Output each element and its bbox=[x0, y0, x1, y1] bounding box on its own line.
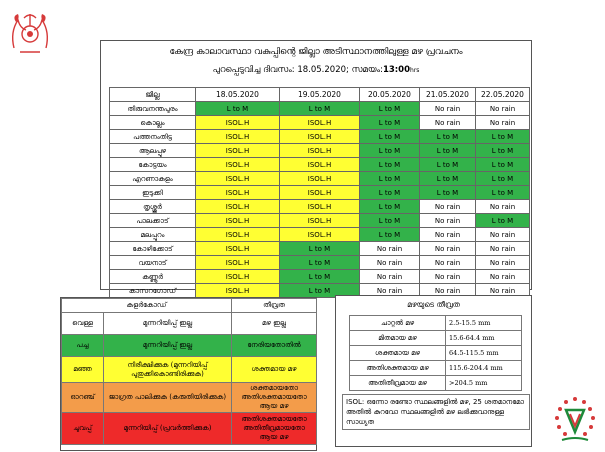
forecast-cell: ISOL.H bbox=[280, 172, 360, 186]
forecast-cell: L to M bbox=[476, 144, 530, 158]
intensity-label: ശക്തമായ മഴ bbox=[350, 346, 446, 361]
forecast-cell: L to M bbox=[196, 102, 280, 116]
forecast-cell: L to M bbox=[476, 130, 530, 144]
forecast-cell: ISOL.H bbox=[196, 256, 280, 270]
legend-color-name: ഓറഞ്ച് bbox=[62, 383, 104, 413]
district-name: പത്തനംതിട്ട bbox=[110, 130, 196, 144]
forecast-cell: ISOL.H bbox=[196, 186, 280, 200]
forecast-cell: No rain bbox=[360, 256, 420, 270]
legend-row bbox=[62, 383, 317, 413]
forecast-cell: No rain bbox=[360, 242, 420, 256]
forecast-cell: L to M bbox=[476, 214, 530, 228]
forecast-header-row bbox=[110, 88, 530, 102]
issue-date-label: പുറപ്പെടുവിച്ച ദിവസം: bbox=[212, 65, 295, 75]
forecast-cell: ISOL.H bbox=[196, 130, 280, 144]
district-name: കണ്ണൂർ bbox=[110, 270, 196, 284]
forecast-cell: No rain bbox=[420, 242, 476, 256]
forecast-cell: L to M bbox=[280, 242, 360, 256]
intensity-label: മിതമായ മഴ bbox=[350, 331, 446, 346]
legend-meaning: നിരീക്ഷിക്കുക (മുന്നറിയിപ്പ് പുതുക്കികൊണ്ടിരിക്കുക) bbox=[104, 357, 232, 383]
legend-color-name: മഞ്ഞ bbox=[62, 357, 104, 383]
kerala-state-emblem-icon bbox=[6, 8, 54, 56]
forecast-cell: L to M bbox=[476, 186, 530, 200]
forecast-row bbox=[110, 102, 530, 116]
district-name: ഇടുക്കി bbox=[110, 186, 196, 200]
forecast-cell: ISOL.H bbox=[196, 284, 280, 298]
forecast-cell: ISOL.H bbox=[280, 200, 360, 214]
forecast-row bbox=[110, 242, 530, 256]
forecast-table bbox=[109, 87, 530, 298]
district-name: കൊല്ലം bbox=[110, 116, 196, 130]
forecast-row bbox=[110, 270, 530, 284]
forecast-cell: No rain bbox=[420, 102, 476, 116]
isol-note: ISOL: ഒന്നോ രണ്ടോ സ്ഥലങ്ങളിൽ മഴ, 25 ശതമാനമോ അതിൽ കുറവോ സ്ഥലങ്ങളിൽ മഴ ലഭിക്കുവാനുള്ള സാധ്യത bbox=[342, 394, 530, 430]
legend-intensity: ശക്തമായ മഴ bbox=[232, 357, 317, 383]
forecast-cell: L to M bbox=[360, 130, 420, 144]
forecast-cell: L to M bbox=[420, 130, 476, 144]
forecast-row bbox=[110, 172, 530, 186]
forecast-cell: No rain bbox=[420, 256, 476, 270]
forecast-cell: L to M bbox=[360, 200, 420, 214]
district-name: കാസറഗോഡ് bbox=[110, 284, 196, 298]
legend-color-name: ചുവപ്പ് bbox=[62, 413, 104, 445]
intensity-row bbox=[350, 361, 522, 376]
district-name: തൃശ്ശൂർ bbox=[110, 200, 196, 214]
forecast-cell: L to M bbox=[360, 158, 420, 172]
district-name: മലപ്പുറം bbox=[110, 228, 196, 242]
forecast-cell: No rain bbox=[420, 270, 476, 284]
forecast-cell: No rain bbox=[476, 228, 530, 242]
forecast-row bbox=[110, 214, 530, 228]
forecast-cell: L to M bbox=[280, 284, 360, 298]
forecast-cell: ISOL.H bbox=[196, 158, 280, 172]
legend-meaning: മുന്നറിയിപ്പ് ഇല്ല bbox=[104, 335, 232, 357]
legend-meaning: ജാഗ്രത പാലിക്കുക (കരുതിയിരിക്കുക) bbox=[104, 383, 232, 413]
district-name: കോഴിക്കോട് bbox=[110, 242, 196, 256]
intensity-title: മഴയുടെ തീവ്രത bbox=[407, 300, 460, 309]
forecast-cell: L to M bbox=[476, 172, 530, 186]
forecast-cell: L to M bbox=[420, 144, 476, 158]
date-header: 22.05.2020 bbox=[476, 88, 530, 102]
forecast-cell: ISOL.H bbox=[196, 270, 280, 284]
forecast-cell: L to M bbox=[360, 214, 420, 228]
forecast-row bbox=[110, 228, 530, 242]
forecast-cell: ISOL.H bbox=[280, 186, 360, 200]
forecast-cell: L to M bbox=[280, 270, 360, 284]
forecast-cell: L to M bbox=[360, 144, 420, 158]
legend-meaning: മുന്നറിയിപ്പ് (പ്രവർത്തിക്കുക) bbox=[104, 413, 232, 445]
legend-row bbox=[62, 413, 317, 445]
intensity-row bbox=[350, 316, 522, 331]
forecast-cell: ISOL.H bbox=[280, 116, 360, 130]
forecast-row bbox=[110, 144, 530, 158]
legend-color-name: പച്ച bbox=[62, 335, 104, 357]
legend-color-name: വെള്ള bbox=[62, 313, 104, 335]
intensity-table bbox=[349, 315, 522, 391]
forecast-cell: No rain bbox=[420, 284, 476, 298]
forecast-cell: No rain bbox=[476, 116, 530, 130]
intensity-range: 115.6-204.4 mm bbox=[446, 361, 522, 376]
forecast-cell: No rain bbox=[360, 284, 420, 298]
forecast-cell: ISOL.H bbox=[196, 200, 280, 214]
legend-intensity: ശക്തമായതോ അതിശക്തമായതോ ആയ മഴ bbox=[232, 383, 317, 413]
forecast-cell: ISOL.H bbox=[280, 228, 360, 242]
forecast-cell: L to M bbox=[360, 186, 420, 200]
intensity-label: അതിതീവ്രമായ മഴ bbox=[350, 376, 446, 391]
legend-intensity: അതിശക്തമായതോ അതിതീവ്രമായതോ ആയ മഴ bbox=[232, 413, 317, 445]
forecast-cell: L to M bbox=[280, 102, 360, 116]
legend-row bbox=[62, 313, 317, 335]
forecast-cell: L to M bbox=[420, 186, 476, 200]
forecast-row bbox=[110, 200, 530, 214]
forecast-cell: ISOL.H bbox=[196, 172, 280, 186]
forecast-cell: L to M bbox=[476, 158, 530, 172]
forecast-row bbox=[110, 256, 530, 270]
forecast-cell: ISOL.H bbox=[280, 144, 360, 158]
intensity-row bbox=[350, 331, 522, 346]
intensity-row bbox=[350, 376, 522, 391]
forecast-cell: No rain bbox=[420, 214, 476, 228]
time-value: 13:00 bbox=[382, 65, 411, 75]
forecast-cell: L to M bbox=[420, 172, 476, 186]
district-name: ആലപ്പുഴ bbox=[110, 144, 196, 158]
district-header: ജില്ല bbox=[110, 88, 196, 102]
forecast-cell: ISOL.H bbox=[196, 242, 280, 256]
date-header: 20.05.2020 bbox=[360, 88, 420, 102]
intensity-label: അതിശക്തമായ മഴ bbox=[350, 361, 446, 376]
forecast-row bbox=[110, 158, 530, 172]
date-header: 21.05.2020 bbox=[420, 88, 476, 102]
forecast-cell: No rain bbox=[476, 200, 530, 214]
issue-info: പുറപ്പെടുവിച്ച ദിവസം: 18.05.2020; സമയം:13:00hrs bbox=[212, 65, 420, 75]
forecast-row bbox=[110, 186, 530, 200]
forecast-row bbox=[110, 130, 530, 144]
legend-header-code: കളർകോഡ് bbox=[62, 299, 232, 313]
forecast-cell: L to M bbox=[360, 228, 420, 242]
legend-table bbox=[61, 298, 317, 445]
forecast-title: കേന്ദ്ര കാലാവസ്ഥാ വകുപ്പിന്റെ ജില്ലാ അടിസ്ഥാനത്തിലുള്ള മഴ പ്രവചനം bbox=[169, 47, 463, 57]
legend-intensity: മഴ ഇല്ല bbox=[232, 313, 317, 335]
intensity-range: 2.5-15.5 mm bbox=[446, 316, 522, 331]
forecast-cell: ISOL.H bbox=[196, 144, 280, 158]
legend-row bbox=[62, 335, 317, 357]
legend-meaning: മുന്നറിയിപ്പ് ഇല്ല bbox=[104, 313, 232, 335]
intensity-range: >204.5 mm bbox=[446, 376, 522, 391]
forecast-cell: No rain bbox=[476, 242, 530, 256]
forecast-cell: No rain bbox=[420, 200, 476, 214]
issue-date: 18.05.2020 bbox=[297, 65, 347, 75]
district-name: എറണാകുളം bbox=[110, 172, 196, 186]
legend-header-row bbox=[62, 299, 317, 313]
forecast-cell: No rain bbox=[360, 270, 420, 284]
forecast-row bbox=[110, 116, 530, 130]
forecast-cell: ISOL.H bbox=[280, 130, 360, 144]
district-name: കോട്ടയം bbox=[110, 158, 196, 172]
forecast-cell: L to M bbox=[360, 116, 420, 130]
health-logo-icon bbox=[554, 396, 596, 444]
date-header: 19.05.2020 bbox=[280, 88, 360, 102]
forecast-cell: ISOL.H bbox=[280, 214, 360, 228]
intensity-range: 64.5-115.5 mm bbox=[446, 346, 522, 361]
rain-intensity-panel bbox=[335, 295, 532, 447]
forecast-cell: No rain bbox=[420, 116, 476, 130]
forecast-cell: No rain bbox=[476, 284, 530, 298]
forecast-cell: No rain bbox=[420, 228, 476, 242]
intensity-range: 15.6-64.4 mm bbox=[446, 331, 522, 346]
date-header: 18.05.2020 bbox=[196, 88, 280, 102]
forecast-cell: No rain bbox=[476, 256, 530, 270]
time-unit: hrs bbox=[410, 67, 420, 74]
legend-row bbox=[62, 357, 317, 383]
legend-intensity: നേരിയതോതിൽ bbox=[232, 335, 317, 357]
color-code-legend bbox=[60, 297, 317, 451]
forecast-cell: ISOL.H bbox=[196, 116, 280, 130]
forecast-cell: ISOL.H bbox=[280, 158, 360, 172]
district-name: പാലക്കാട് bbox=[110, 214, 196, 228]
intensity-label: ചാറ്റൽ മഴ bbox=[350, 316, 446, 331]
forecast-cell: ISOL.H bbox=[196, 228, 280, 242]
forecast-cell: No rain bbox=[476, 270, 530, 284]
district-name: തിരുവനന്തപുരം bbox=[110, 102, 196, 116]
forecast-cell: L to M bbox=[360, 172, 420, 186]
forecast-cell: L to M bbox=[420, 158, 476, 172]
forecast-cell: No rain bbox=[476, 102, 530, 116]
time-label: സമയം: bbox=[351, 65, 383, 75]
forecast-cell: L to M bbox=[280, 256, 360, 270]
district-name: വയനാട് bbox=[110, 256, 196, 270]
intensity-row bbox=[350, 346, 522, 361]
legend-header-intensity: തീവ്രത bbox=[232, 299, 317, 313]
forecast-cell: ISOL.H bbox=[196, 214, 280, 228]
forecast-cell: L to M bbox=[360, 102, 420, 116]
forecast-panel bbox=[100, 40, 532, 295]
